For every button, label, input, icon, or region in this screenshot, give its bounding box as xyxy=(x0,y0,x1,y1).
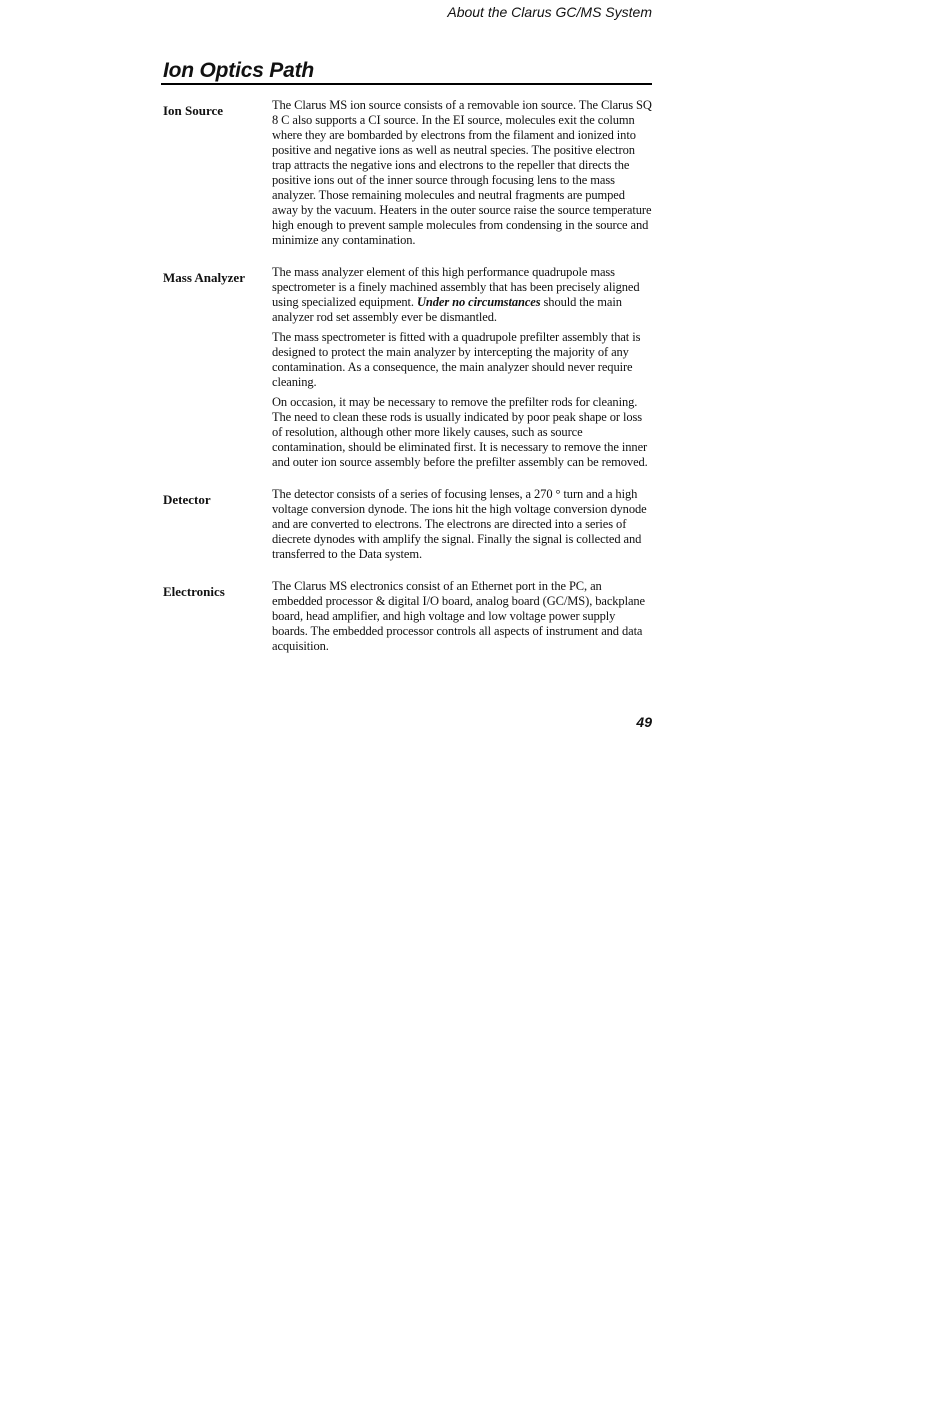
paragraph: The Clarus MS electronics consist of an Ethernet port in the PC, an embedded processor & digital I/O board, analog board (GC/MS), backplane board, head amplifier, and high voltage and low voltage power supply boards. The embedded processor controls all aspects of instrument and data acquisition. xyxy=(272,579,646,653)
section-detector xyxy=(163,487,652,567)
paragraph: The Clarus MS ion source consists of a removable ion source. The Clarus SQ 8 C also supports a CI source. In the EI source, molecules exit the column where they are bombarded by electrons from the filament and ionized into positive and negative ions as well as neutral species. The positive electron trap attracts the negative ions and electrons to the repeller that directs the positive ions out of the inner source through focusing lens to the mass analyzer. Those remaining molecules and neutral fragments are pumped away by the vacuum. Heaters in the outer source raise the source temperature high enough to prevent sample molecules from condensing in the source and minimize any contamination. xyxy=(272,98,652,247)
paragraph: The mass spectrometer is fitted with a quadrupole prefilter assembly that is designed to protect the main analyzer by intercepting the majority of any contamination. As a consequence, the main analyzer should never require cleaning. xyxy=(272,330,641,389)
title-underline-rule xyxy=(161,83,652,85)
section-label-mass-analyzer: Mass Analyzer xyxy=(163,270,245,285)
content-body xyxy=(163,98,652,671)
page-title: Ion Optics Path xyxy=(163,59,315,82)
warning-emphasis: Under no circumstances xyxy=(416,295,541,309)
section-ion-source xyxy=(163,98,652,253)
section-body-ion-source xyxy=(272,98,652,253)
paragraph: The detector consists of a series of focusing lenses, a 270 ° turn and a high voltage conversion dynode. The ions hit the high voltage conversion dynode and are converted to electrons. The electrons are directed into a series of diecrete dynodes with amplify the signal. Finally the signal is collected and transferred to the Data system. xyxy=(272,487,647,561)
paragraph-with-warning xyxy=(272,265,652,325)
section-body-detector xyxy=(272,487,652,567)
paragraph-text: The mass analyzer element of this high performance quadrupole mass spectrometer is a finely machined assembly that has been precisely aligned using specialized equipment. xyxy=(272,265,640,309)
section-body-electronics xyxy=(272,579,652,659)
section-label-electronics: Electronics xyxy=(163,584,225,599)
page-number: 49 xyxy=(636,714,652,730)
section-mass-analyzer xyxy=(163,265,652,475)
section-label-ion-source: Ion Source xyxy=(163,103,224,118)
paragraph-text: should the main analyzer rod set assembly ever be dismantled. xyxy=(272,295,622,324)
section-electronics xyxy=(163,579,652,659)
section-label-detector: Detector xyxy=(163,492,211,507)
section-body-mass-analyzer xyxy=(272,265,652,475)
running-header: About the Clarus GC/MS System xyxy=(447,4,652,20)
paragraph: On occasion, it may be necessary to remove the prefilter rods for cleaning. The need to clean these rods is usually indicated by poor peak shape or loss of resolution, although other more likely causes, such as source contamination, should be eliminated first. It is necessary to remove the inner and outer ion source assembly before the prefilter assembly can be removed. xyxy=(272,395,648,469)
